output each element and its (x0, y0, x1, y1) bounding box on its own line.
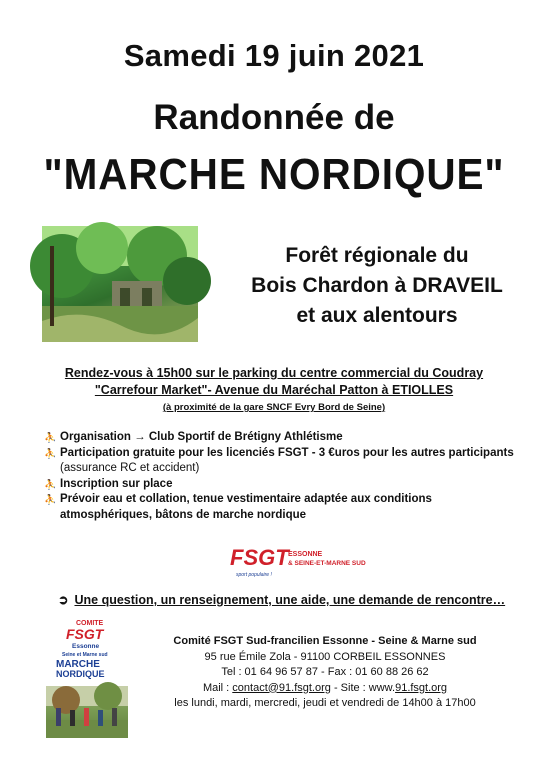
arrow-right-icon: ➲ (58, 593, 69, 607)
info-list (44, 430, 514, 523)
badge-line-1: Essonne (72, 643, 100, 650)
title-line-2: "MARCHE NORDIQUE" (43, 150, 505, 199)
list-item: ⛹ Participation gratuite pour les licenciés FSGT - 3 €uros pour les autres participants (assurance RC et accident) (44, 446, 514, 474)
group-photo (46, 686, 128, 738)
question-line: ➲ Une question, un renseignement, une aide, une demande de rencontre… (58, 593, 506, 607)
email-link[interactable]: contact@91.fsgt.org (232, 681, 331, 694)
comite-badge (50, 617, 140, 689)
logo-line-2: & SEINE-ET-MARNE SUD (288, 560, 366, 567)
contact-hours: les lundi, mardi, mercredi, jeudi et vendredi de 14h00 à 17h00 (174, 697, 476, 709)
logo-tagline: sport populaire ! (236, 572, 272, 578)
walker-bullet-icon: ⛹ (44, 495, 57, 506)
badge-line-4: NORDIQUE (56, 669, 105, 679)
logo-brand: FSGT (230, 545, 289, 570)
title-line-1: Randonnée de (153, 98, 395, 137)
contact-phone: Tel : 01 64 96 57 87 - Fax : 01 60 88 26 62 (221, 666, 429, 678)
meeting-line-2: "Carrefour Market"- Avenue du Maréchal Patton à ETIOLLES (94, 383, 454, 397)
badge-brand: FSGT (66, 626, 104, 642)
contact-org: Comité FSGT Sud-francilien Essonne - Seine & Marne sud (173, 635, 477, 647)
location-line-3: et aux alentours (296, 304, 458, 327)
walker-bullet-icon: ⛹ (44, 433, 57, 444)
forest-photo (42, 226, 198, 342)
logo-line-1: ESSONNE (288, 551, 323, 558)
badge-line-2: Seine et Marne sud (62, 652, 108, 658)
meeting-line-1: Rendez-vous à 15h00 sur le parking du centre commercial du Coudray (64, 366, 484, 380)
list-item: ⛹ Prévoir eau et collation, tenue vestimentaire adaptée aux conditions atmosphériques, bâtons de marche nordique (44, 493, 432, 521)
website-link[interactable]: 91.fsgt.org (395, 681, 448, 694)
event-date: Samedi 19 juin 2021 (123, 38, 425, 73)
location-line-2: Bois Chardon à DRAVEIL (251, 274, 503, 297)
badge-line-3: MARCHE (56, 659, 100, 670)
contact-mail-line: Mail : contact@91.fsgt.org - Site : www.91.fsgt.org (202, 681, 448, 694)
location-block (222, 241, 532, 331)
meeting-line-3: (à proximité de la gare SNCF Evry Bord de Seine) (162, 402, 386, 413)
contact-address: 95 rue Émile Zola - 91100 CORBEIL ESSONNES (204, 650, 446, 663)
list-item: ⛹ Inscription sur place (44, 477, 514, 493)
badge-top: COMITE (76, 620, 104, 627)
location-line-1: Forêt régionale du (285, 244, 469, 267)
list-item: ⛹ Organisation → Club Sportif de Brétigny Athlétisme (44, 430, 514, 446)
contact-block (140, 634, 510, 712)
meeting-block (0, 365, 548, 416)
walker-bullet-icon: ⛹ (44, 479, 57, 491)
walker-bullet-icon: ⛹ (44, 448, 57, 460)
fsgt-logo (228, 543, 366, 581)
